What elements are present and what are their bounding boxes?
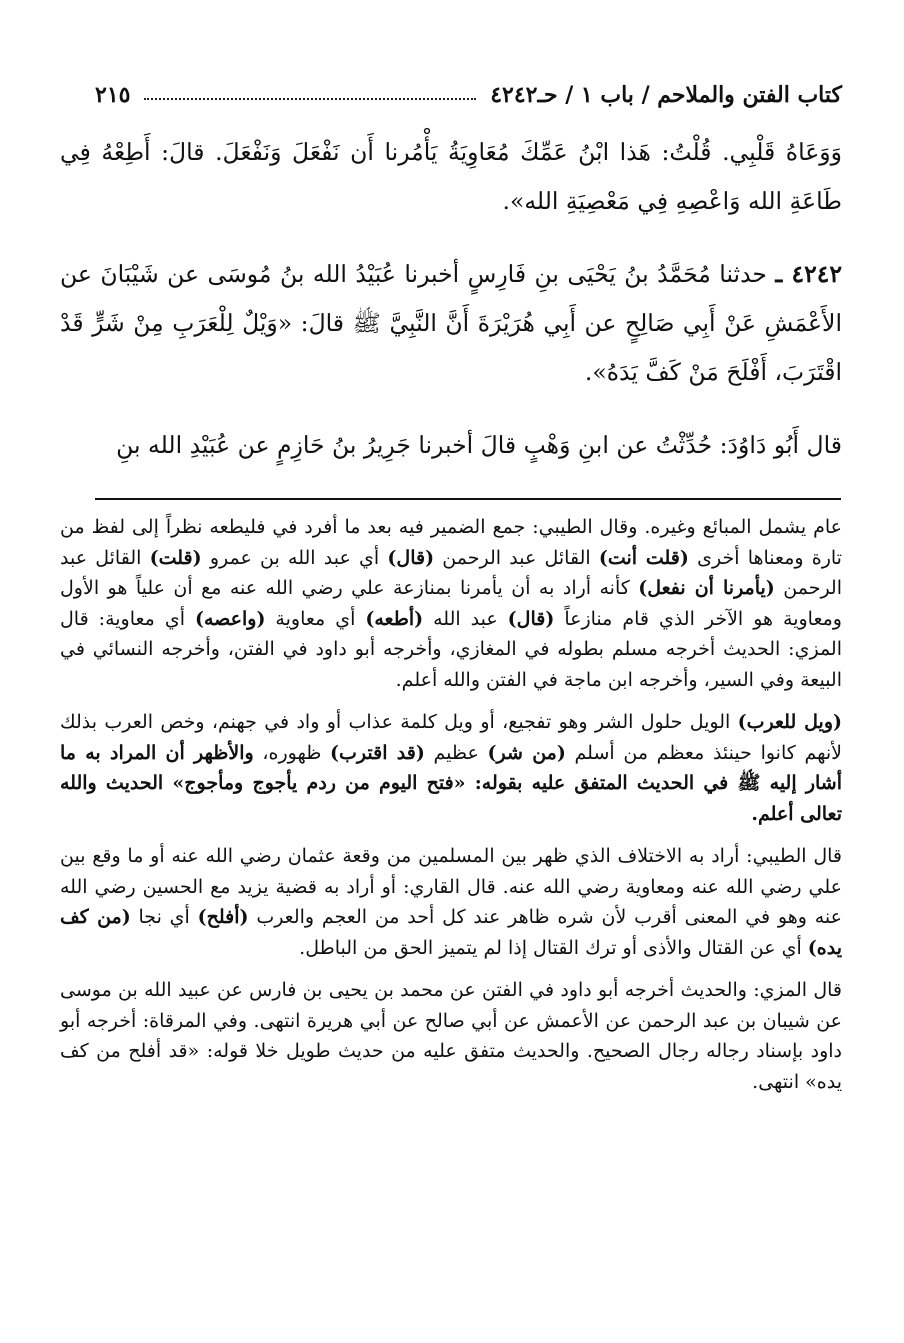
hadith-number: ٤٢٤٢ ـ xyxy=(775,260,842,288)
commentary-paragraph-2: (ويل للعرب) الويل حلول الشر وهو تفجيع، أو ويل كلمة عذاب أو واد في جهنم، وخص العرب بذلك لأنهم كانوا حينئذ معظم من أسلم (من شر) عظيم (قد اقترب) ظهوره، والأظهر أن المراد به ما أشار إليه ﷺ في الحديث المتفق عليه بقوله: «فتح اليوم من ردم يأجوج ومأجوج» الحديث والله تعالى أعلم. xyxy=(60,711,843,825)
hadith-text xyxy=(60,128,842,470)
hadith-body: حدثنا مُحَمَّدُ بنُ يَحْيَى بنِ فَارِسٍ أخبرنا عُبَيْدُ الله بنُ مُوسَى عن شَيْبَانَ عن الأَعْمَشِ عَنْ أَبِي صَالِحٍ عن أَبِي هُرَيْرَةَ أَنَّ النَّبِيَّ ﷺ قالَ: «وَيْلٌ لِلْعَرَبِ مِنْ شَرٍّ قَدْ اقْتَرَبَ، أَفْلَحَ مَنْ كَفَّ يَدَهُ». xyxy=(60,260,842,386)
commentary-paragraph-1: عام يشمل المبائع وغيره. وقال الطيبي: جمع الضمير فيه بعد ما أفرد في فليطعه نظراً إلى لفظ من تارة ومعناها أخرى (قلت أنت) القائل عبد الرحمن (قال) أي عبد الله بن عمرو (قلت) القائل عبد الرحمن (يأمرنا أن نفعل) كأنه أراد به أن يأمرنا بمنازعة علي رضي الله عنه مع أن علياً هو الأول ومعاوية هو الآخر الذي قام منازعاً (قال) عبد الله (أطعه) أي معاوية (واعصه) أي معاوية: قال المزي: الحديث أخرجه مسلم بطوله في المغازي، وأخرجه أبو داود في الفتن، وأخرجه النسائي في البيعة وفي السير، وأخرجه ابن ماجة في الفتن والله أعلم. xyxy=(60,516,842,691)
running-header xyxy=(95,78,842,112)
commentary-paragraph-3: قال الطيبي: أراد به الاختلاف الذي ظهر بين المسلمين من وقعة عثمان رضي الله عنه أو ما وقع بين علي رضي الله عنه ومعاوية رضي الله عنه. قال القاري: أو أراد به قضية يزيد مع الحسين رضي الله عنه وهو في المعنى أقرب لأن شره ظاهر عند كل أحد من العجم والعرب (أفلح) أي نجا (من كف يده) أي عن القتال والأذى أو ترك القتال إذا لم يتميز الحق من الباطل. xyxy=(60,845,842,959)
commentary-paragraph-4: قال المزي: والحديث أخرجه أبو داود في الفتن عن محمد بن يحيى بن فارس عن عبيد الله بن موسى عن شيبان بن عبد الرحمن عن الأعمش عن أبي صالح عن أبي هريرة انتهى. وفي المرقاة: أخرجه أبو داود بإسناد رجاله رجال الصحيح. والحديث متفق عليه من حديث طويل خلا قوله: «قد أفلح من كف يده» انتهى. xyxy=(60,979,842,1093)
header-title: كتاب الفتن والملاحم / باب ١ / حـ٤٢٤٢ xyxy=(490,82,842,108)
footnote-divider xyxy=(95,498,841,500)
header-dotted-leader xyxy=(144,98,476,100)
hadith-paragraph xyxy=(60,250,842,397)
commentary xyxy=(60,512,842,1109)
page-number: ٢١٥ xyxy=(95,82,131,108)
abu-dawud-paragraph: قال أَبُو دَاوُدَ: حُدِّثْتُ عن ابنِ وَهْبٍ قالَ أخبرنا جَرِيرُ بنُ حَازِمٍ عن عُبَيْدِ الله بنِ xyxy=(116,431,842,459)
continuation-paragraph: وَوَعَاهُ قَلْبِي. قُلْتُ: هَذا ابْنُ عَمِّكَ مُعَاوِيَةُ يَأْمُرنا أَن نَفْعَلَ وَنَفْعَلَ. قالَ: أَطِعْهُ فِي طَاعَةِ الله وَاعْصِهِ فِي مَعْصِيَةِ الله». xyxy=(60,138,842,215)
